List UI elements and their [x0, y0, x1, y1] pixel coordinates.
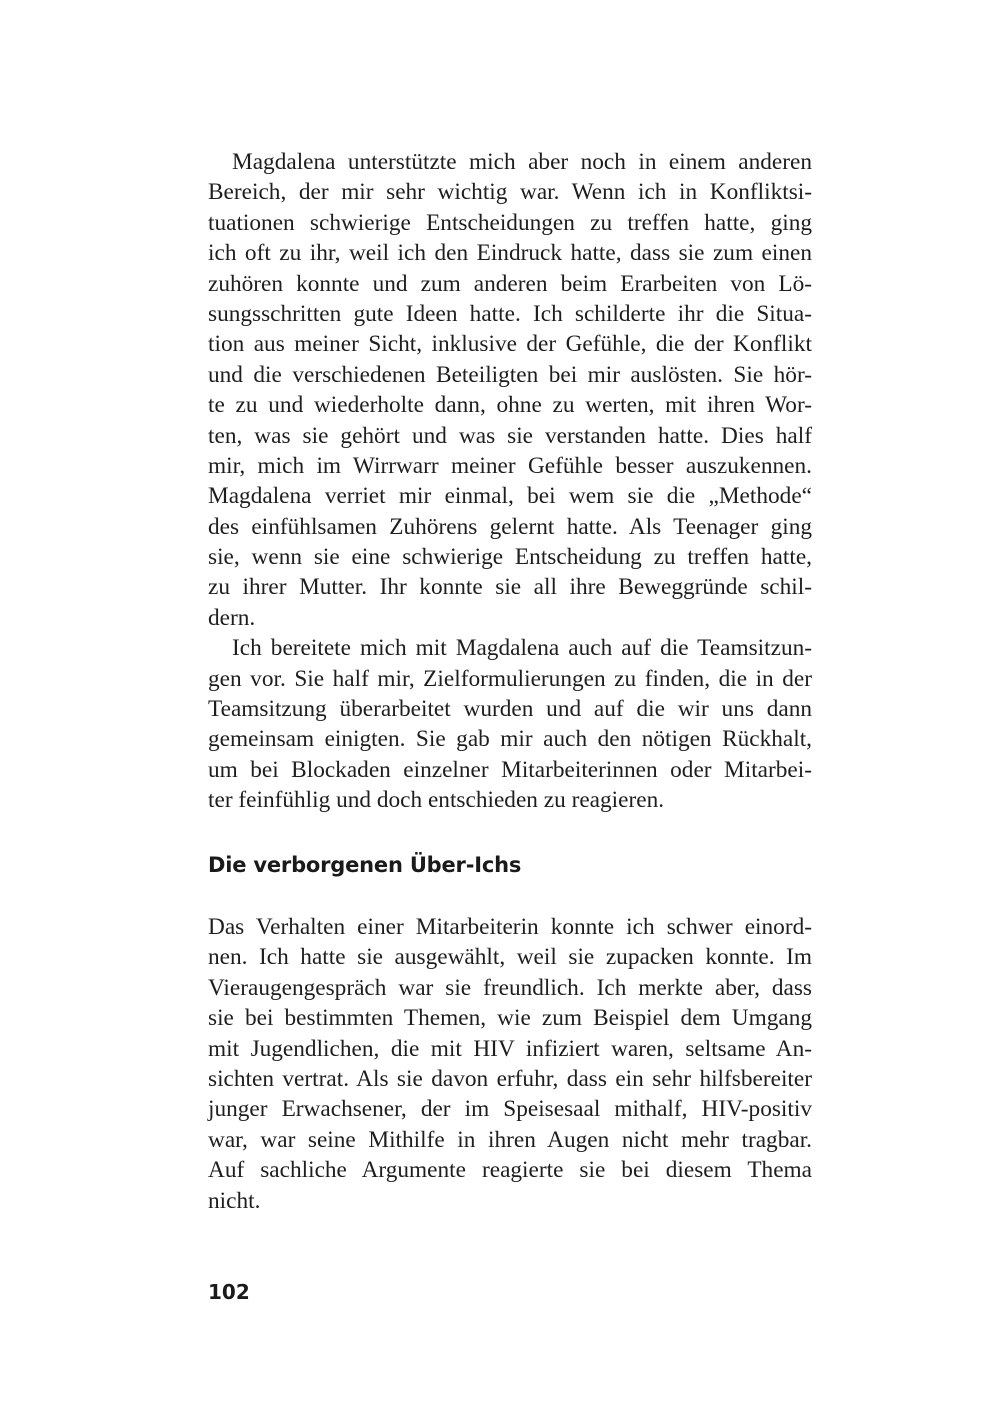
paragraph-line: gen vor. Sie half mir, Zielformulierungen zu finden, die in der — [208, 665, 812, 692]
paragraph-line: Teamsitzung überarbeitet wurden und auf die wir uns dann — [208, 696, 812, 723]
paragraph-line: sie, wenn sie eine schwierige Entscheidung zu treffen hatte, — [208, 544, 812, 571]
paragraph-line: Vieraugengespräch war sie freundlich. Ich merkte aber, dass — [208, 974, 812, 1001]
paragraph-line: mir, mich im Wirrwarr meiner Gefühle besser auszukennen. — [208, 452, 812, 479]
paragraph-line: war, war seine Mithilfe in ihren Augen nicht mehr tragbar. — [208, 1126, 812, 1153]
paragraph-line: tion aus meiner Sicht, inklusive der Gefühle, die der Konflikt — [208, 331, 812, 358]
paragraph-line: um bei Blockaden einzelner Mitarbeiterinnen oder Mitarbei- — [208, 756, 812, 783]
section-heading: Die verborgenen Über-Ichs — [208, 853, 522, 877]
paragraph-line: Ich bereitete mich mit Magdalena auch auf die Teamsitzun- — [232, 635, 812, 662]
paragraph-line: sichten vertrat. Als sie davon erfuhr, dass ein sehr hilfsbereiter — [208, 1065, 812, 1092]
paragraph-line: sie bei bestimmten Themen, wie zum Beispiel dem Umgang — [208, 1005, 812, 1032]
paragraph-line: nen. Ich hatte sie ausgewählt, weil sie zupacken konnte. Im — [208, 944, 812, 971]
paragraph-line: Bereich, der mir sehr wichtig war. Wenn ich in Konfliktsi- — [208, 179, 812, 206]
paragraph-line: Das Verhalten einer Mitarbeiterin konnte ich schwer einord- — [208, 914, 812, 940]
paragraph-line: ich oft zu ihr, weil ich den Eindruck hatte, dass sie zum einen — [208, 240, 812, 267]
paragraph-line: ter feinfühlig und doch entschieden zu reagieren. — [208, 787, 665, 814]
paragraph-line: nicht. — [208, 1187, 261, 1214]
paragraph-line: sungsschritten gute Ideen hatte. Ich schilderte ihr die Situa- — [208, 300, 812, 327]
body-text-section-one — [208, 147, 812, 816]
paragraph-line: ten, was sie gehört und was sie verstanden hatte. Dies half — [208, 422, 812, 449]
paragraph-line: mit Jugendlichen, die mit HIV infiziert waren, seltsame An- — [208, 1035, 812, 1062]
page-number: 102 — [208, 1280, 250, 1304]
paragraph-line: te zu und wiederholte dann, ohne zu werten, mit ihren Wor- — [208, 392, 812, 419]
paragraph-line: und die verschiedenen Beteiligten bei mir auslösten. Sie hör- — [208, 361, 812, 388]
paragraph-line: tuationen schwierige Entscheidungen zu treffen hatte, ging — [208, 209, 812, 236]
paragraph-line: Magdalena unterstützte mich aber noch in einem anderen — [232, 149, 812, 175]
paragraph-line: junger Erwachsener, der im Speisesaal mithalf, HIV-positiv — [208, 1096, 812, 1123]
paragraph-line: Magdalena verriet mir einmal, bei wem sie die „Methode“ — [208, 483, 812, 510]
body-text-section-two — [208, 912, 812, 1216]
paragraph-line: zu ihrer Mutter. Ihr konnte sie all ihre Beweggründe schil- — [208, 574, 812, 601]
paragraph-line: dern. — [208, 604, 256, 631]
paragraph-line: zuhören konnte und zum anderen beim Erarbeiten von Lö- — [208, 270, 812, 297]
paragraph-line: Auf sachliche Argumente reagierte sie bei diesem Thema — [208, 1157, 812, 1184]
paragraph-line: des einfühlsamen Zuhörens gelernt hatte. Als Teenager ging — [208, 513, 812, 540]
paragraph-line: gemeinsam einigten. Sie gab mir auch den nötigen Rückhalt, — [208, 726, 812, 753]
